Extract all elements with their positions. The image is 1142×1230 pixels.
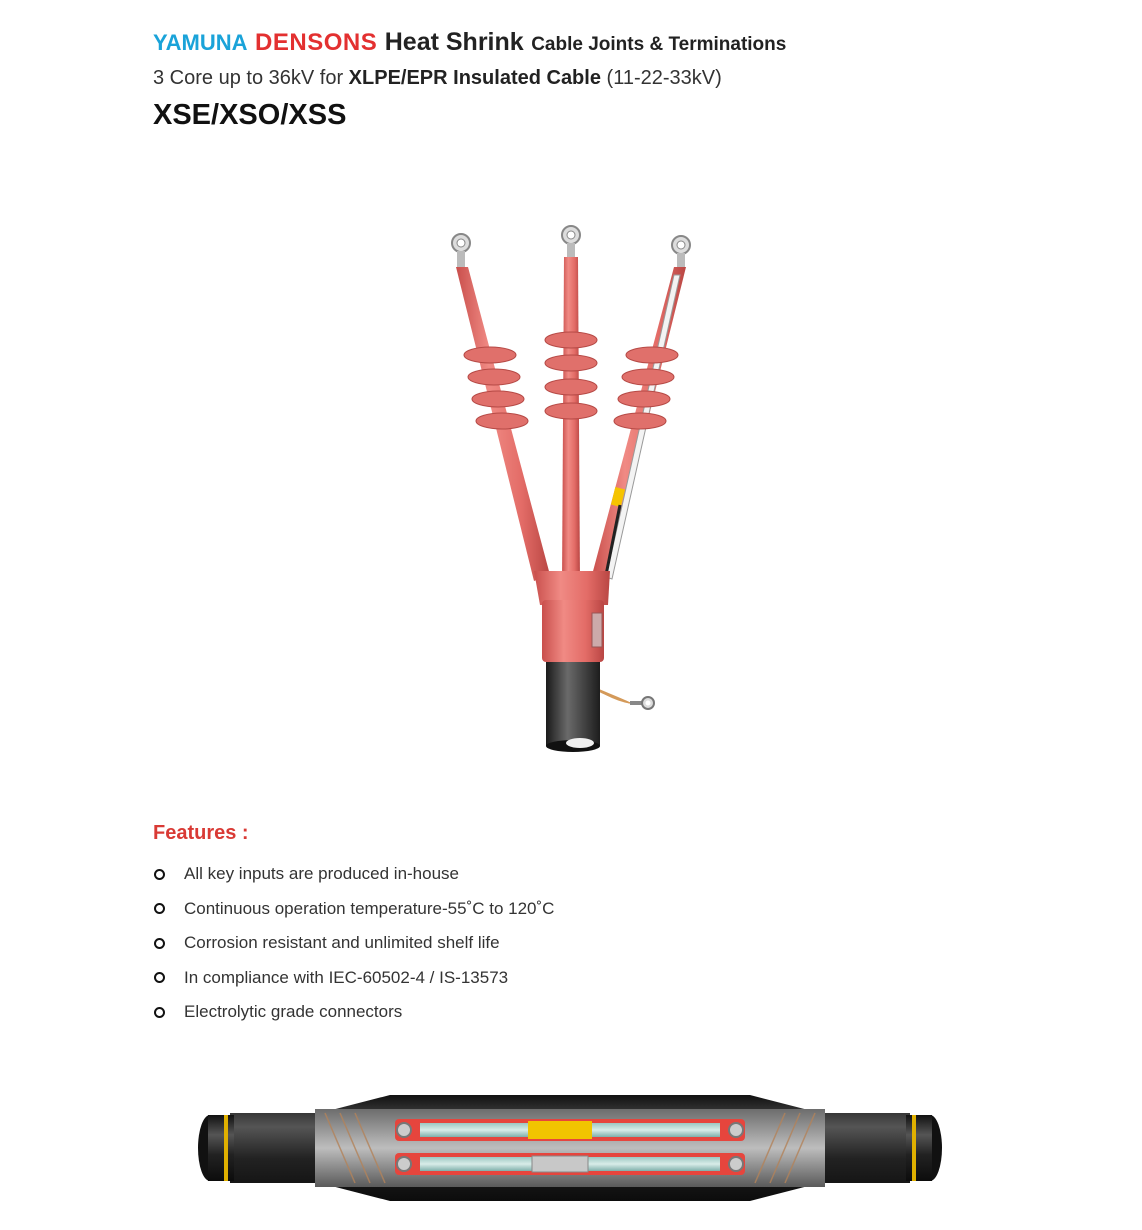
bullet-icon xyxy=(154,1007,165,1018)
termination-product-image xyxy=(430,215,710,760)
model-number: XSE/XSO/XSS xyxy=(153,99,347,131)
middle-arm xyxy=(545,226,597,585)
header xyxy=(153,24,1053,132)
feature-text: Electrolytic grade connectors xyxy=(184,1002,403,1022)
subtitle-suffix: (11-22-33kV) xyxy=(606,67,722,89)
subtitle-prefix: 3 Core up to 36kV for xyxy=(153,67,344,89)
feature-text: Corrosion resistant and unlimited shelf life xyxy=(184,933,500,953)
feature-text: All key inputs are produced in-house xyxy=(184,864,459,884)
left-arm xyxy=(452,234,550,581)
bullet-icon xyxy=(154,903,165,914)
feature-item xyxy=(153,892,853,927)
subtitle-bold: XLPE/EPR Insulated Cable xyxy=(348,67,601,89)
breakout-boot xyxy=(534,571,610,605)
feature-item xyxy=(153,926,853,961)
cable-sheath xyxy=(546,662,600,746)
brand-densons: DENSONS xyxy=(255,29,378,56)
features-title: Features : xyxy=(153,822,249,844)
feature-text: In compliance with IEC-60502-4 / IS-13573 xyxy=(184,967,509,987)
feature-list xyxy=(153,857,853,1030)
feature-item xyxy=(153,995,853,1030)
right-arm xyxy=(592,236,690,595)
bullet-icon xyxy=(154,938,165,949)
lower-connector xyxy=(532,1156,588,1172)
brand-yamuna: YAMUNA xyxy=(153,30,248,55)
bullet-icon xyxy=(154,972,165,983)
subtitle xyxy=(153,64,1053,92)
joint-product-image xyxy=(190,1085,950,1210)
feature-item xyxy=(153,857,853,892)
bullet-icon xyxy=(154,869,165,880)
feature-text: Continuous operation temperature-55˚C to 120˚C xyxy=(184,898,555,918)
feature-item xyxy=(153,961,853,996)
features-section xyxy=(153,822,853,1030)
product-name: Heat Shrink xyxy=(384,28,524,56)
product-type: Cable Joints & Terminations xyxy=(531,34,787,55)
title-line xyxy=(153,24,1053,62)
upper-connector xyxy=(528,1121,592,1139)
